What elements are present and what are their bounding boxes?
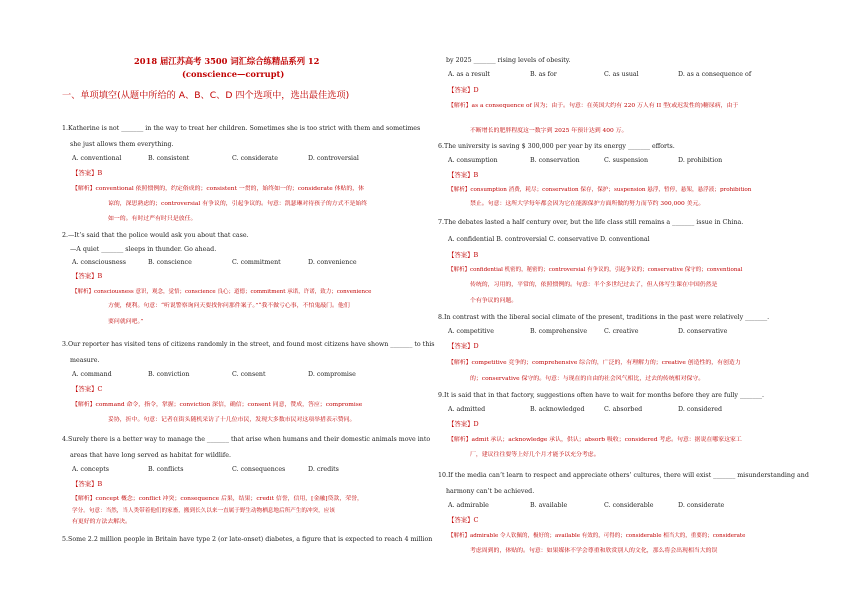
- q3-option-b: B. conviction: [148, 371, 190, 378]
- question-2-stem: 2.—It’s said that the police would ask you about that case.: [62, 232, 249, 239]
- question-2-stem-cont: —A quiet _______ sleeps in thunder. Go ahead.: [70, 246, 217, 253]
- q4-option-c: C. consequences: [232, 466, 286, 473]
- q4-option-d: D. credits: [308, 466, 339, 473]
- q5-option-c: C. as usual: [604, 71, 639, 78]
- q6-answer: 【答案】B: [448, 171, 479, 179]
- q4-option-a: A. concepts: [72, 466, 109, 473]
- q9-option-d: D. considered: [678, 406, 722, 413]
- q1-option-c: C. considerate: [232, 155, 278, 162]
- q10-answer: 【答案】C: [448, 516, 479, 524]
- q2-explanation-3: 要问就问吧。”: [108, 319, 144, 325]
- q2-option-b: B. conscience: [148, 259, 192, 266]
- q9-answer: 【答案】D: [448, 420, 479, 428]
- q2-option-c: C. commitment: [232, 259, 281, 266]
- q3-option-c: C. consent: [232, 371, 266, 378]
- question-8-stem: 8.In contrast with the liberal social climate of the present, traditions in the past were relatively _______.: [438, 314, 770, 321]
- question-7-stem: 7.The debates lasted a half century over, but the life class still remains a _______ issue in China.: [438, 219, 744, 226]
- q6-option-a: A. consumption: [448, 157, 498, 164]
- q9-explanation-2: 厂，建议往往要等上好几个月才能予以充分考虑。: [470, 452, 600, 458]
- q1-option-b: B. consistent: [148, 155, 190, 162]
- question-6-stem: 6.The university is saving $ 300,000 per year by its energy _______ efforts.: [438, 143, 675, 150]
- q4-answer: 【答案】B: [72, 480, 103, 488]
- q1-explanation-2: 谅的，深思熟虑的；controversial 有争议的，引起争议的。句意：凯瑟琳对待孩子的方式不是始终: [108, 201, 368, 207]
- question-5-stem: 5.Some 2.2 million people in Britain have type 2 (or late-onset) diabetes, a figure that is expected to reach 4 million: [62, 536, 433, 543]
- question-4-stem-cont: areas that have long served as habitat for wildlife.: [70, 452, 231, 459]
- page-subtitle: (conscience—corrupt): [182, 69, 285, 79]
- q6-option-d: D. prohibition: [678, 157, 723, 164]
- q7-answer: 【答案】B: [448, 251, 479, 259]
- q6-option-b: B. conservation: [530, 157, 580, 164]
- q1-option-a: A. conventional: [72, 155, 122, 162]
- q5-option-a: A. as a result: [448, 71, 490, 78]
- q2-option-a: A. consciousness: [72, 259, 127, 266]
- question-10-stem: 10.If the media can’t learn to respect and appreciate others’ cultures, there will exist _______ misunderstanding and: [438, 472, 809, 479]
- q10-option-c: C. considerable: [604, 502, 654, 509]
- q3-answer: 【答案】C: [72, 385, 103, 393]
- q7-options: A. confidential B. controversial C. conservative D. conventional: [448, 236, 650, 243]
- q3-explanation-1: 【解析】command 命令，指令，掌握；conviction 深信，确信；consent 同意，赞成，答应；compromise: [72, 402, 363, 408]
- question-3-stem-cont: measure.: [70, 357, 100, 364]
- q6-explanation-2: 禁止。句意：这所大学每年都会因为它在能源保护方面所做的努力而节约 300,000 美元。: [470, 201, 705, 207]
- q1-explanation-3: 如一的。有时过严有时只是放任。: [108, 216, 197, 222]
- q10-option-a: A. admirable: [448, 502, 489, 509]
- q1-option-d: D. controversial: [308, 155, 359, 162]
- q3-option-d: D. compromise: [308, 371, 356, 378]
- q4-option-b: B. conflicts: [148, 466, 184, 473]
- q4-explanation-1: 【解析】concept 概念；conflict 冲突；consequence 后果，结果；credit 信誉，信用，[金融]贷款，荣誉，: [72, 496, 363, 502]
- q5-explanation-2: 不断增长的肥胖程度这一数字到 2025 年预计达到 400 万。: [470, 128, 628, 134]
- q5-option-b: B. as for: [530, 71, 557, 78]
- q2-answer: 【答案】B: [72, 272, 103, 280]
- q8-option-c: C. creative: [604, 328, 639, 335]
- question-1-stem-cont: she just allows them everything.: [70, 141, 174, 148]
- q9-option-c: C. absorbed: [604, 406, 643, 413]
- q3-explanation-2: 妥协，折中。句意：记者在街头随机采访了十几位市民，发现大多数市民对这项举措表示赞同。: [108, 417, 356, 423]
- q1-answer: 【答案】B: [72, 169, 103, 177]
- q8-option-d: D. conservative: [678, 328, 728, 335]
- q2-explanation-2: 方便，便利。句意：“听说警察询问天要找你问那件案子。”“我不做亏心事，不怕鬼敲门。他们: [108, 303, 350, 309]
- question-9-stem: 9.It is said that in that factory, suggestions often have to wait for months before they are fully _______.: [438, 392, 765, 399]
- q1-explanation-1: 【解析】conventional 依照惯例的，约定俗成的；consistent 一贯的，始终如一的；considerate 体贴的，体: [72, 186, 365, 192]
- q3-option-a: A. command: [72, 371, 112, 378]
- q8-answer: 【答案】D: [448, 342, 479, 350]
- q10-explanation-1: 【解析】admirable 令人钦佩的，极好的；available 有效的，可得的；considerable 相当大的，重要的；considerate: [448, 533, 746, 539]
- q9-option-b: B. acknowledged: [530, 406, 585, 413]
- q8-option-b: B. comprehensive: [530, 328, 588, 335]
- q7-explanation-2: 传统的，习用的，平常的，依照惯例的。句意：半个多世纪过去了，但人体写生课在中国仍然是: [470, 282, 718, 288]
- q6-option-c: C. suspension: [604, 157, 649, 164]
- q8-explanation-1: 【解析】competitive 竞争的；comprehensive 综合的，广泛的，有理解力的；creative 创造性的，有创造力: [448, 360, 741, 366]
- q5-answer: 【答案】D: [448, 86, 479, 94]
- q8-option-a: A. competitive: [448, 328, 494, 335]
- question-5-stem-cont: by 2025 _______ rising levels of obesity.: [446, 57, 571, 64]
- q10-option-b: B. available: [530, 502, 568, 509]
- q9-option-a: A. admitted: [448, 406, 486, 413]
- q7-explanation-3: 个有争议的问题。: [470, 298, 518, 304]
- q7-explanation-1: 【解析】confidential 机密的，秘密的；controversial 有争议的，引起争议的；conservative 保守的；conventional: [448, 267, 743, 273]
- question-4-stem: 4.Surely there is a better way to manage the _______ that arise when humans and their domestic animals move into: [62, 436, 431, 443]
- q10-option-d: D. considerate: [678, 502, 725, 509]
- question-1-stem: 1.Katherine is not _______ in the way to treat her children. Sometimes she is too strict with them and sometimes: [62, 125, 421, 132]
- q4-explanation-3: 有更好的方法去解决。: [72, 519, 131, 525]
- q2-explanation-1: 【解析】consciousness 意识，观念，觉悟；conscience 良心；道德；commitment 承诺，许诺，致力；convenience: [72, 289, 372, 295]
- section-heading: 一、单项填空(从题中所给的 A、B、C、D 四个选项中，选出最佳选项): [62, 90, 350, 101]
- q8-explanation-2: 的；conservative 保守的。句意：与现在的自由的社会风气相比，过去的传统相对保守。: [470, 376, 705, 382]
- q9-explanation-1: 【解析】admit 承认；acknowledge 承认，供认；absorb 吸收；considered 考虑。句意：据说在哪家这家工: [448, 437, 742, 443]
- q10-explanation-2: 考虑周到的，体贴的。句意：如果媒体不学会尊重和欣赏别人的文化，那么将会出现相当大的误: [470, 548, 718, 554]
- q4-explanation-2: 学分。句意：当然，当人类带着他们的家畜，搬到长久以来一直属于野生动物栖息地后所产生的冲突，应该: [72, 508, 335, 514]
- question-10-stem-cont: harmony can’t be achieved.: [446, 488, 535, 495]
- page-title: 2018 届江苏高考 3500 词汇综合练精品系列 12: [134, 56, 320, 66]
- q5-option-d: D. as a consequence of: [678, 71, 752, 78]
- q2-option-d: D. convenience: [308, 259, 357, 266]
- q6-explanation-1: 【解析】consumption 消费，耗尽；conservation 保存，保护；suspension 悬浮，暂停，悬架，悬浮液；prohibition: [448, 187, 752, 193]
- q5-explanation-1: 【解析】as a consequence of 因为；由于。句意：在英国大约有 220 万人有 II 型(或迟发性的)糖尿病，由于: [448, 103, 739, 109]
- question-3-stem: 3.Our reporter has visited tens of citizens randomly in the street, and found most citizens have shown _______ to this: [62, 341, 435, 348]
